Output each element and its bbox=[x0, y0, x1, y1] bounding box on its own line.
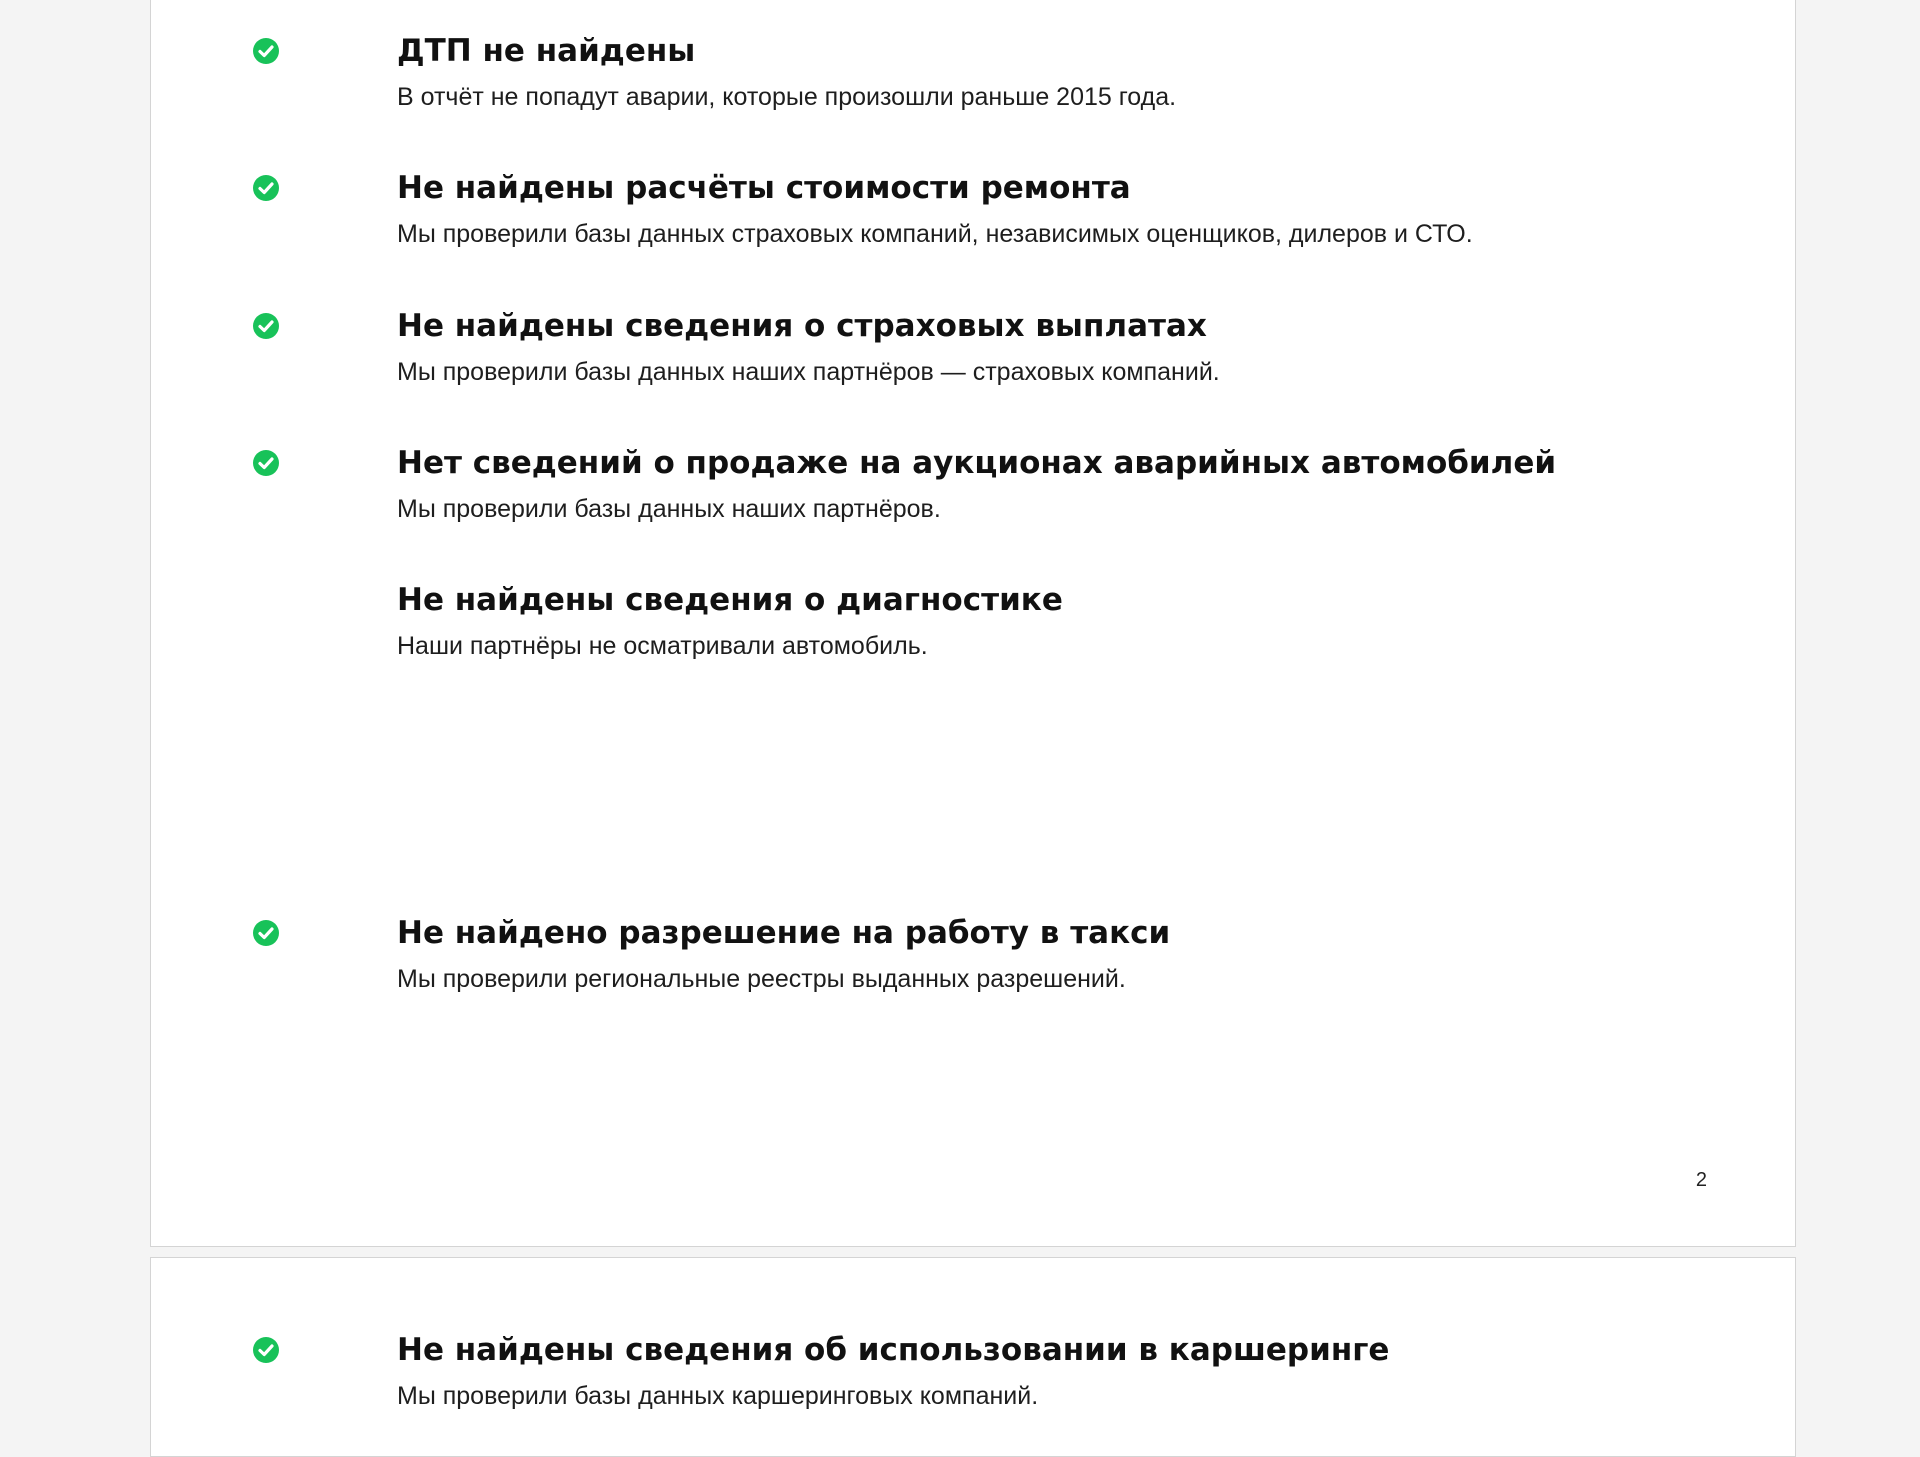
report-item-description: В отчёт не попадут аварии, которые произошли раньше 2015 года. bbox=[397, 83, 1177, 111]
check-circle-icon bbox=[253, 313, 279, 339]
report-page-3 bbox=[150, 1257, 1796, 1457]
report-item-description: Наши партнёры не осматривали автомобиль. bbox=[397, 632, 928, 660]
report-item-description: Мы проверили базы данных наших партнёров — страховых компаний. bbox=[397, 358, 1220, 386]
report-item-title: ДТП не найдены bbox=[397, 33, 696, 69]
report-item-title: Не найдены сведения о страховых выплатах bbox=[397, 308, 1207, 344]
report-item-title: Не найдены сведения о диагностике bbox=[397, 582, 1063, 618]
check-circle-icon bbox=[253, 1337, 279, 1363]
report-item-title: Не найдены расчёты стоимости ремонта bbox=[397, 170, 1131, 206]
report-item-description: Мы проверили базы данных каршеринговых компаний. bbox=[397, 1382, 1039, 1410]
report-item-title: Не найдены сведения об использовании в каршеринге bbox=[397, 1332, 1390, 1368]
report-page-2 bbox=[150, 0, 1796, 1247]
check-circle-icon bbox=[253, 920, 279, 946]
check-circle-icon bbox=[253, 38, 279, 64]
page-number: 2 bbox=[1695, 1169, 1707, 1191]
report-item-title: Нет сведений о продаже на аукционах аварийных автомобилей bbox=[397, 445, 1557, 481]
check-circle-icon bbox=[253, 450, 279, 476]
report-item-description: Мы проверили региональные реестры выданных разрешений. bbox=[397, 965, 1126, 993]
check-circle-icon bbox=[253, 175, 279, 201]
report-item-description: Мы проверили базы данных наших партнёров. bbox=[397, 495, 941, 523]
report-item-title: Не найдено разрешение на работу в такси bbox=[397, 915, 1171, 951]
report-item-description: Мы проверили базы данных страховых компаний, независимых оценщиков, дилеров и СТО. bbox=[397, 220, 1473, 248]
